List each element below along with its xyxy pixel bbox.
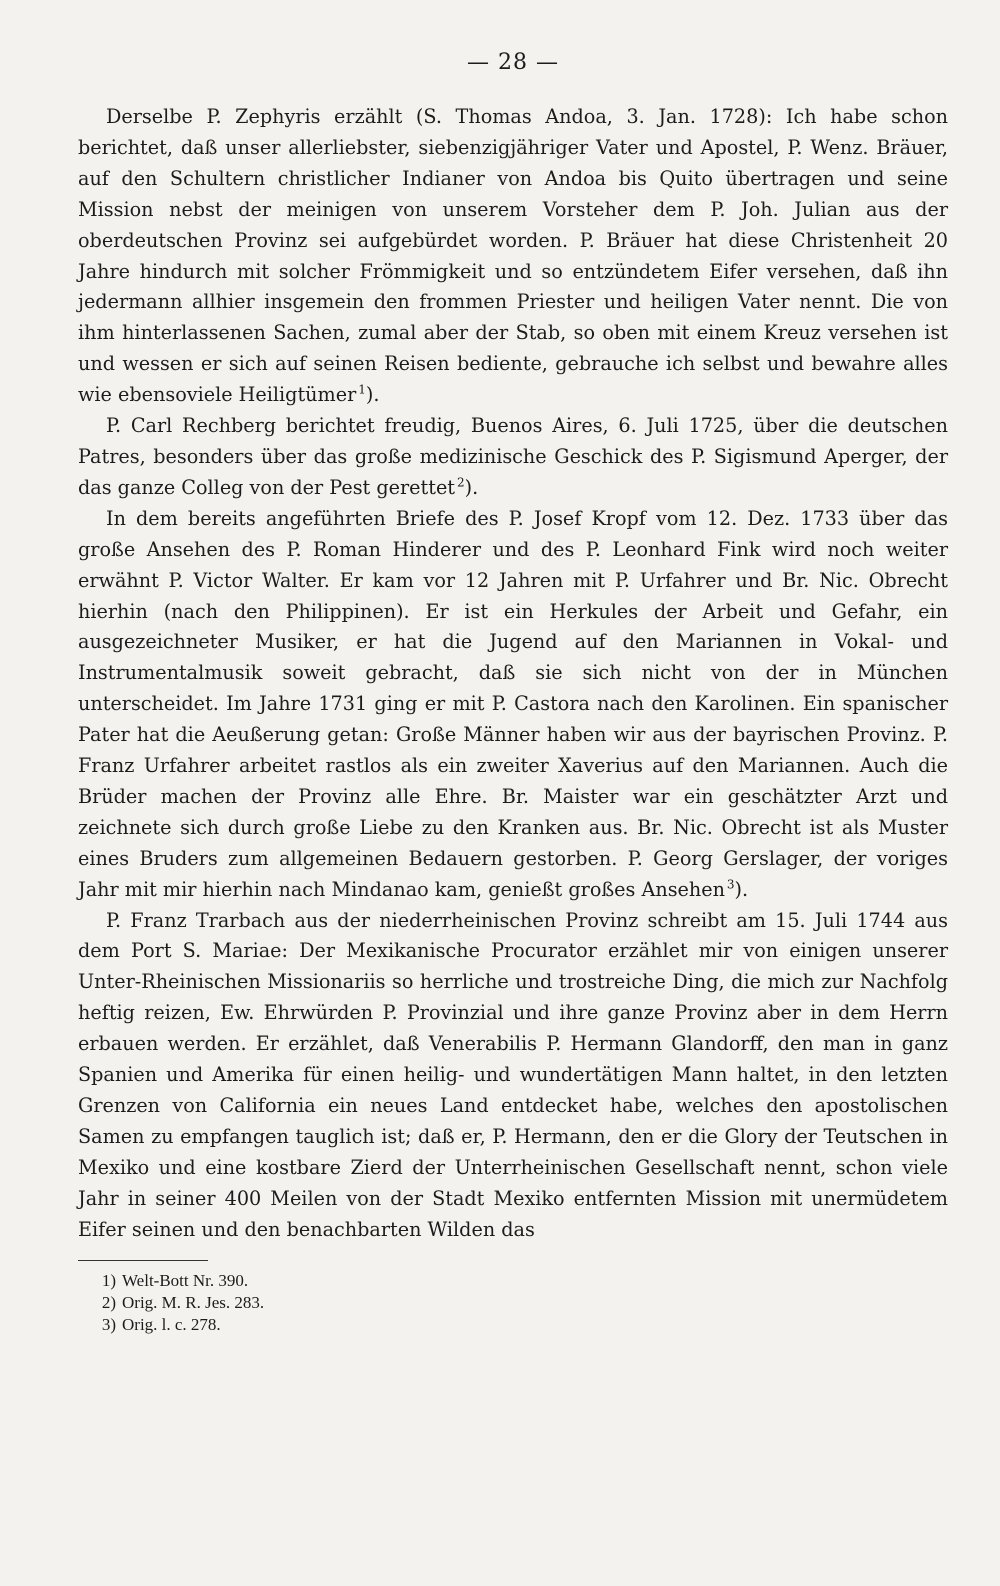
footnote-text: Orig. l. c. 278.	[122, 1314, 221, 1334]
footnote-reference: 2	[456, 475, 465, 490]
footnote-reference: 1	[358, 382, 366, 397]
book-page	[78, 42, 948, 1542]
footnote-reference: 3	[726, 877, 735, 892]
paragraph-3: In dem bereits angeführten Briefe des P. Josef Kropf vom 12. Dez. 1733 über das große Ansehen des P. Roman Hinderer und des P. Leonhard Fink wird noch weiter erwähnt P. Victor Walter. Er kam vor 12 Jahren mit P. Urfahrer und Br. Nic. Obrecht hierhin (nach den Philippinen). Er ist ein Herkules der Arbeit und Gefahr, ein ausgezeichneter Musiker, er hat die Jugend auf den Mariannen in Vokal- und Instrumentalmusik soweit gebracht, daß sie sich nicht von der in München unterscheidet. Im Jahre 1731 ging er mit P. Castora nach den Karolinen. Ein spanischer Pater hat die Aeußerung getan: Große Männer haben wir aus der bayrischen Provinz. P. Franz Urfahrer arbeitet rastlos als ein zweiter Xaverius auf den Mariannen. Auch die Brüder machen der Provinz alle Ehre. Br. Maister war ein geschätzter Arzt und zeichnete sich durch große Liebe zu den Kranken aus. Br. Nic. Obrecht ist als Muster eines Bruders zum allgemeinen Bedauern gestorben. P. Georg Gerslager, der voriges Jahr mit mir hierhin nach Mindanao kam, genießt großes Ansehen $^3$).	[78, 506, 948, 901]
footnote-divider	[78, 1260, 208, 1261]
paragraph-4: P. Franz Trarbach aus der niederrheinischen Provinz schreibt am 15. Juli 1744 aus dem Port S. Mariae: Der Mexikanische Procurator erzählet mir von einigen unserer Unter-Rheinischen Missionariis so herrliche und trostreiche Ding, die mich zur Nachfolg heftig reizen, Ew. Ehrwürden P. Provinzial und ihre ganze Provinz aber in dem Herrn erbauen werden. Er erzählet, daß Venerabilis P. Hermann Glandorff, den man in ganz Spanien und Amerika für einen heilig- und wundertätigen Mann haltet, in den letzten Grenzen von California ein neues Land entdecket habe, welches den apostolischen Samen zu empfangen tauglich ist; daß er, P. Hermann, den er die Glory der Teutschen in Mexiko und eine kostbare Zierd der Unterrheinischen Gesellschaft nennt, schon viele Jahr in seiner 400 Meilen von der Stadt Mexiko entfernten Mission mit unermüdetem Eifer seinen und den benachbarten Wilden das	[78, 908, 948, 1241]
footnote-text: Welt-Bott Nr. 390.	[122, 1270, 249, 1290]
body-text	[78, 102, 948, 1246]
footnote-text: Orig. M. R. Jes. 283.	[122, 1292, 265, 1312]
footnotes	[78, 1270, 948, 1336]
footnote-mark: 2)	[101, 1292, 116, 1312]
paragraph-1: Derselbe P. Zephyris erzählt (S. Thomas Andoa, 3. Jan. 1728): Ich habe schon berichtet, daß unser allerliebster, siebenzigjähriger Vater und Apostel, P. Wenz. Bräuer, auf den Schultern christlicher Indianer von Andoa bis Quito übertragen und seine Mission nebst der meinigen von unserem Vorsteher dem P. Joh. Julian aus der oberdeutschen Provinz sei aufgebürdet worden. P. Bräuer hat diese Christenheit 20 Jahre hindurch mit solcher Frömmigkeit und so entzündetem Eifer versehen, daß ihn jedermann allhier insgemein den frommen Priester und heiligen Vater nennt. Die von ihm hinterlassenen Sachen, zumal aber der Stab, so oben mit einem Kreuz versehen ist und wessen er sich auf seinen Reisen bediente, gebrauche ich selbst und bewahre alles wie ebensoviele Heiligtümer $^1$).	[78, 105, 948, 407]
footnote-mark: 1)	[101, 1270, 116, 1290]
footnote	[86, 1292, 948, 1314]
footnote-mark: 3)	[101, 1314, 116, 1334]
page-number: — 28 —	[467, 50, 559, 75]
paragraph-2: P. Carl Rechberg berichtet freudig, Buenos Aires, 6. Juli 1725, über die deutschen Patres, besonders über das große medizinische Geschick des P. Sigismund Aperger, der das ganze Colleg von der Pest gerettet $^2$).	[78, 414, 948, 499]
footnote	[86, 1270, 948, 1292]
footnote	[86, 1314, 948, 1336]
